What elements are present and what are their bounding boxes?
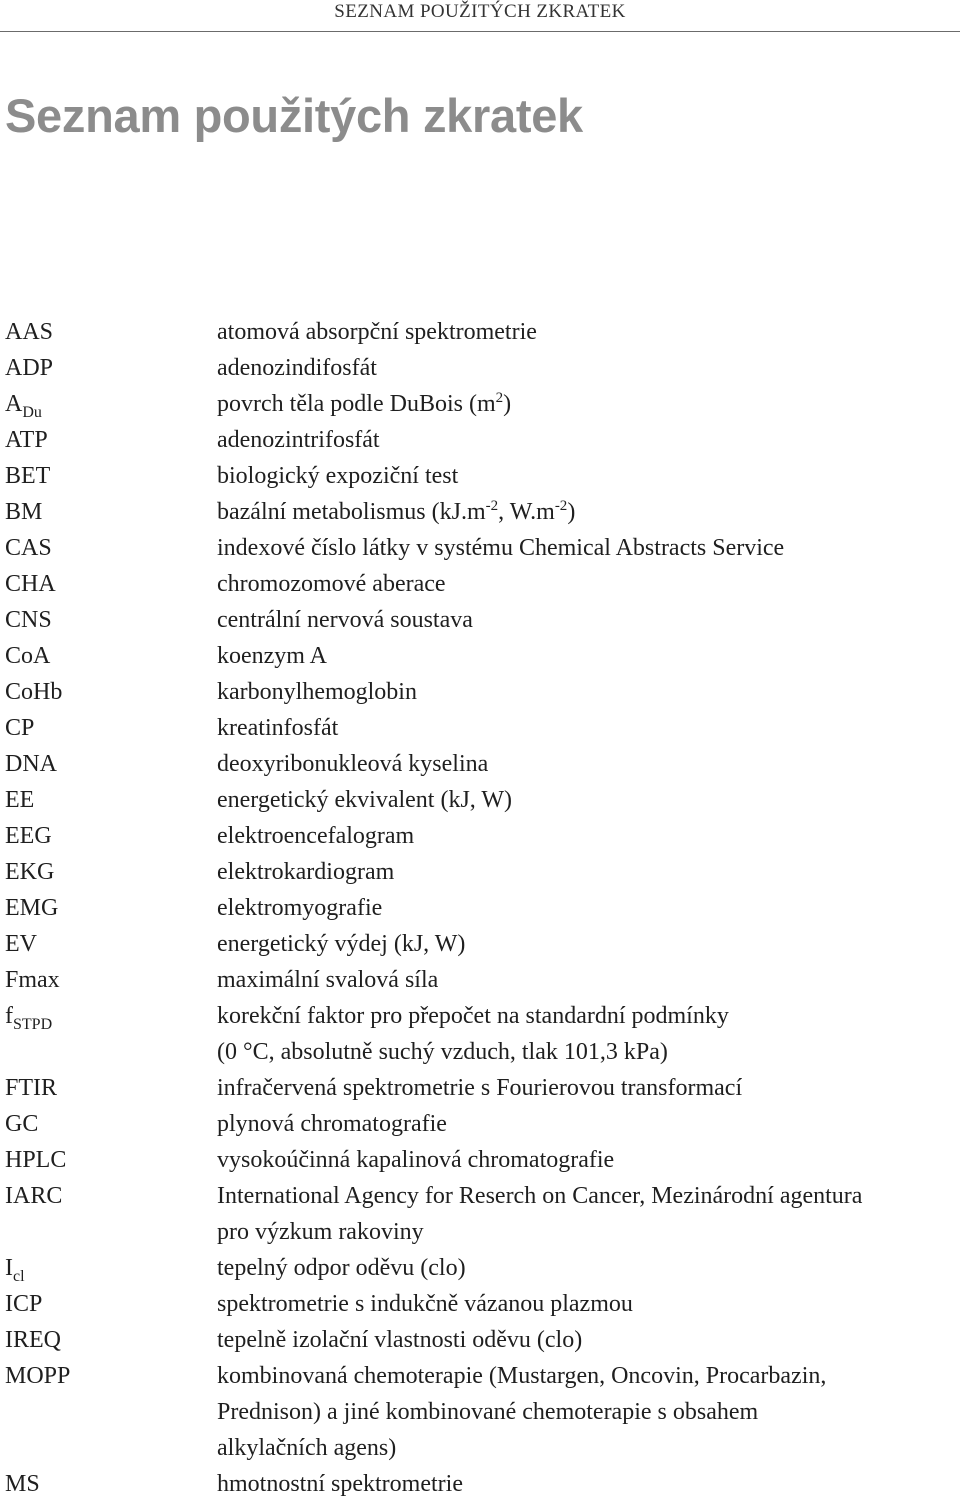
abbreviation-description: hmotnostní spektrometrie — [217, 1471, 463, 1497]
list-item — [5, 782, 955, 818]
abbreviation: Fmax — [5, 967, 60, 993]
list-item — [5, 962, 955, 998]
list-item — [5, 890, 955, 926]
abbreviation: BM — [5, 499, 43, 525]
abbreviation: AAS — [5, 319, 54, 345]
abbreviation-description: adenozindifosfát — [217, 355, 377, 381]
abbreviation: EKG — [5, 859, 55, 885]
abbreviation: FTIR — [5, 1075, 58, 1101]
list-item — [5, 674, 955, 710]
list-item — [5, 458, 955, 494]
abbreviation: GC — [5, 1111, 39, 1137]
description-line: kombinovaná chemoterapie (Mustargen, Oncovin, Procarbazin, — [217, 1363, 827, 1389]
abbreviation: CoA — [5, 643, 51, 669]
description-text-middle: , W.m — [498, 499, 555, 525]
list-item — [5, 1250, 955, 1286]
list-item — [5, 386, 955, 422]
abbreviation-subscript: cl — [13, 1268, 25, 1285]
description-line-2: pro výzkum rakoviny — [217, 1219, 424, 1245]
list-item — [5, 1070, 955, 1106]
abbreviation-description: tepelný odpor oděvu (clo) — [217, 1255, 466, 1281]
abbreviation-base: f — [5, 1003, 13, 1029]
list-item — [5, 422, 955, 458]
abbreviation-description: energetický výdej (kJ, W) — [217, 931, 466, 957]
description-line-2: (0 °C, absolutně suchý vzduch, tlak 101,3 kPa) — [217, 1039, 668, 1065]
abbreviation-subscript: STPD — [13, 1016, 53, 1033]
abbreviation: BET — [5, 463, 51, 489]
description-text: povrch těla podle DuBois (m — [217, 391, 496, 417]
abbreviation-list — [5, 314, 955, 1502]
abbreviation: IARC — [5, 1183, 63, 1209]
list-item — [5, 818, 955, 854]
abbreviation — [5, 386, 217, 422]
list-item — [5, 602, 955, 638]
list-item — [5, 1142, 955, 1178]
abbreviation-description: kreatinfosfát — [217, 715, 339, 741]
description-text-end: ) — [567, 499, 576, 525]
list-item — [5, 566, 955, 602]
abbreviation: EV — [5, 931, 37, 957]
list-item — [5, 1466, 955, 1502]
running-header — [0, 0, 960, 32]
list-item — [5, 314, 955, 350]
running-header-title: SEZNAM POUŽITÝCH ZKRATEK — [334, 1, 626, 22]
abbreviation: ADP — [5, 355, 54, 381]
abbreviation-subscript: Du — [22, 404, 42, 421]
abbreviation-base: A — [5, 391, 23, 417]
page-title: Seznam použitých zkratek — [5, 89, 583, 142]
abbreviation-description: elektroencefalogram — [217, 823, 415, 849]
abbreviation-description: energetický ekvivalent (kJ, W) — [217, 787, 513, 813]
description-line-2: Prednison) a jiné kombinované chemoterapie s obsahem — [217, 1399, 759, 1425]
abbreviation: CP — [5, 715, 35, 741]
abbreviation-description: tepelně izolační vlastnosti oděvu (clo) — [217, 1327, 583, 1353]
description-text: bazální metabolismus (kJ.m — [217, 499, 486, 525]
list-item — [5, 746, 955, 782]
abbreviation-description: atomová absorpční spektrometrie — [217, 319, 537, 345]
description-text-end: ) — [503, 391, 512, 417]
list-item — [5, 638, 955, 674]
list-item — [5, 350, 955, 386]
list-item — [5, 1286, 955, 1322]
abbreviation: EMG — [5, 895, 59, 921]
list-item — [5, 998, 955, 1070]
list-item — [5, 530, 955, 566]
abbreviation: CHA — [5, 571, 56, 597]
abbreviation — [5, 998, 217, 1034]
abbreviation-description: biologický expoziční test — [217, 463, 459, 489]
abbreviation-base: I — [5, 1255, 13, 1281]
description-superscript: 2 — [495, 390, 504, 406]
abbreviation-description: vysokoúčinná kapalinová chromatografie — [217, 1147, 615, 1173]
abbreviation: EE — [5, 787, 35, 813]
abbreviation-description — [217, 1178, 955, 1250]
description-line: korekční faktor pro přepočet na standardní podmínky — [217, 1003, 729, 1029]
list-item — [5, 494, 955, 530]
abbreviation-description: chromozomové aberace — [217, 571, 446, 597]
abbreviation: CoHb — [5, 679, 63, 705]
abbreviation: ATP — [5, 427, 48, 453]
abbreviation: CNS — [5, 607, 52, 633]
abbreviation-description: spektrometrie s indukčně vázanou plazmou — [217, 1291, 633, 1317]
description-superscript-2: -2 — [554, 498, 568, 514]
abbreviation-description: infračervená spektrometrie s Fourierovou transformací — [217, 1075, 743, 1101]
abbreviation-description: maximální svalová síla — [217, 967, 439, 993]
list-item — [5, 854, 955, 890]
abbreviation: EEG — [5, 823, 52, 849]
description-line-3: alkylačních agens) — [217, 1435, 397, 1461]
abbreviation-description — [217, 1358, 955, 1466]
abbreviation — [5, 1250, 217, 1286]
abbreviation-description: indexové číslo látky v systému Chemical Abstracts Service — [217, 535, 785, 561]
list-item — [5, 1178, 955, 1250]
list-item — [5, 1106, 955, 1142]
description-superscript: -2 — [485, 498, 499, 514]
abbreviation-description: adenozintrifosfát — [217, 427, 380, 453]
abbreviation-description: plynová chromatografie — [217, 1111, 447, 1137]
abbreviation-description: koenzym A — [217, 643, 327, 669]
abbreviation: IREQ — [5, 1327, 61, 1353]
abbreviation: DNA — [5, 751, 57, 777]
description-line: International Agency for Reserch on Cancer, Mezinárodní agentura — [217, 1183, 863, 1209]
abbreviation-description: centrální nervová soustava — [217, 607, 473, 633]
abbreviation-description — [217, 386, 955, 422]
abbreviation-description — [217, 494, 955, 530]
abbreviation-description: deoxyribonukleová kyselina — [217, 751, 489, 777]
abbreviation-description: elektromyografie — [217, 895, 383, 921]
abbreviation: HPLC — [5, 1147, 67, 1173]
abbreviation-description: karbonylhemoglobin — [217, 679, 417, 705]
list-item — [5, 710, 955, 746]
abbreviation-description: elektrokardiogram — [217, 859, 395, 885]
list-item — [5, 1322, 955, 1358]
abbreviation: CAS — [5, 535, 52, 561]
list-item — [5, 926, 955, 962]
abbreviation-description — [217, 998, 955, 1070]
abbreviation: ICP — [5, 1291, 43, 1317]
list-item — [5, 1358, 955, 1466]
abbreviation: MS — [5, 1471, 40, 1497]
abbreviation: MOPP — [5, 1363, 71, 1389]
